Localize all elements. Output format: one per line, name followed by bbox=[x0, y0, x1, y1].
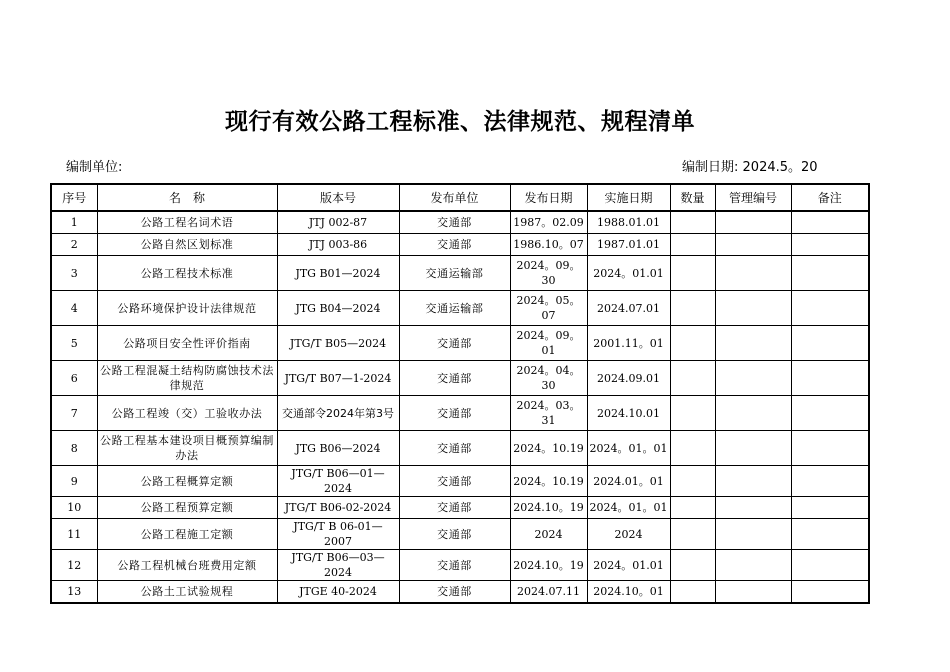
row-publisher: 交通部 bbox=[399, 326, 510, 361]
row-name: 公路工程竣（交）工验收办法 bbox=[97, 396, 277, 431]
row-version: JTG/T B07—1-2024 bbox=[277, 361, 399, 396]
row-remarks bbox=[791, 466, 869, 497]
row-name: 公路工程技术标准 bbox=[97, 256, 277, 291]
row-pub-date: 1986.10。07 bbox=[510, 234, 587, 256]
table-row bbox=[51, 550, 869, 581]
row-publisher: 交通部 bbox=[399, 466, 510, 497]
row-impl-date: 2001.11。01 bbox=[587, 326, 670, 361]
row-impl-date: 2024.10.01 bbox=[587, 396, 670, 431]
row-version: JTGE 40-2024 bbox=[277, 581, 399, 604]
standards-table bbox=[50, 183, 870, 604]
row-pub-date: 2024。03。31 bbox=[510, 396, 587, 431]
row-no: 9 bbox=[51, 466, 97, 497]
table-row bbox=[51, 431, 869, 466]
row-impl-date: 2024。01。01 bbox=[587, 497, 670, 519]
row-no: 10 bbox=[51, 497, 97, 519]
row-pub-date: 2024.07.11 bbox=[510, 581, 587, 604]
row-version: JTG/T B06-02-2024 bbox=[277, 497, 399, 519]
row-quantity bbox=[670, 234, 715, 256]
row-mgmt-no bbox=[715, 550, 791, 581]
row-version: JTG B06—2024 bbox=[277, 431, 399, 466]
row-mgmt-no bbox=[715, 291, 791, 326]
row-impl-date: 2024。01.01 bbox=[587, 256, 670, 291]
row-publisher: 交通运输部 bbox=[399, 291, 510, 326]
row-impl-date: 2024。01。01 bbox=[587, 431, 670, 466]
row-pub-date: 2024。05。07 bbox=[510, 291, 587, 326]
row-version: JTG B01—2024 bbox=[277, 256, 399, 291]
row-quantity bbox=[670, 431, 715, 466]
compiler-label: 编制单位: bbox=[66, 160, 123, 175]
date-value: 2024.5。20 bbox=[742, 160, 818, 175]
row-quantity bbox=[670, 396, 715, 431]
row-version: JTG B04—2024 bbox=[277, 291, 399, 326]
row-mgmt-no bbox=[715, 234, 791, 256]
row-no: 12 bbox=[51, 550, 97, 581]
row-remarks bbox=[791, 581, 869, 604]
table-row bbox=[51, 234, 869, 256]
row-publisher: 交通部 bbox=[399, 497, 510, 519]
date-label: 编制日期: bbox=[682, 160, 739, 175]
table-row bbox=[51, 326, 869, 361]
row-remarks bbox=[791, 361, 869, 396]
table-row bbox=[51, 396, 869, 431]
row-remarks bbox=[791, 234, 869, 256]
row-quantity bbox=[670, 361, 715, 396]
row-version: JTG/T B05—2024 bbox=[277, 326, 399, 361]
header-remarks: 备注 bbox=[791, 184, 869, 211]
table-row bbox=[51, 211, 869, 234]
row-pub-date: 2024.10。19 bbox=[510, 550, 587, 581]
row-version: JTJ 002-87 bbox=[277, 211, 399, 234]
row-version: JTJ 003-86 bbox=[277, 234, 399, 256]
table-row bbox=[51, 497, 869, 519]
row-mgmt-no bbox=[715, 211, 791, 234]
row-no: 2 bbox=[51, 234, 97, 256]
table-row bbox=[51, 361, 869, 396]
row-mgmt-no bbox=[715, 326, 791, 361]
row-quantity bbox=[670, 291, 715, 326]
row-quantity bbox=[670, 550, 715, 581]
header-pub-date: 发布日期 bbox=[510, 184, 587, 211]
row-quantity bbox=[670, 256, 715, 291]
row-publisher: 交通部 bbox=[399, 211, 510, 234]
row-version: JTG/T B06—03—2024 bbox=[277, 550, 399, 581]
row-version: JTG/T B 06-01—2007 bbox=[277, 519, 399, 550]
row-quantity bbox=[670, 466, 715, 497]
row-quantity bbox=[670, 519, 715, 550]
row-remarks bbox=[791, 211, 869, 234]
header-quantity: 数量 bbox=[670, 184, 715, 211]
row-impl-date: 1988.01.01 bbox=[587, 211, 670, 234]
row-no: 5 bbox=[51, 326, 97, 361]
row-no: 3 bbox=[51, 256, 97, 291]
row-remarks bbox=[791, 519, 869, 550]
row-name: 公路土工试验规程 bbox=[97, 581, 277, 604]
row-no: 11 bbox=[51, 519, 97, 550]
row-remarks bbox=[791, 256, 869, 291]
row-pub-date: 2024 bbox=[510, 519, 587, 550]
row-quantity bbox=[670, 211, 715, 234]
header-impl-date: 实施日期 bbox=[587, 184, 670, 211]
header-name: 名 称 bbox=[97, 184, 277, 211]
row-pub-date: 2024。10.19 bbox=[510, 431, 587, 466]
row-impl-date: 2024.07.01 bbox=[587, 291, 670, 326]
row-no: 6 bbox=[51, 361, 97, 396]
row-name: 公路工程机械台班费用定额 bbox=[97, 550, 277, 581]
row-quantity bbox=[670, 326, 715, 361]
row-name: 公路工程基本建设项目概预算编制办法 bbox=[97, 431, 277, 466]
row-impl-date: 2024 bbox=[587, 519, 670, 550]
row-pub-date: 2024.10。19 bbox=[510, 497, 587, 519]
row-no: 13 bbox=[51, 581, 97, 604]
row-no: 1 bbox=[51, 211, 97, 234]
row-version: JTG/T B06—01—2024 bbox=[277, 466, 399, 497]
row-impl-date: 2024.09.01 bbox=[587, 361, 670, 396]
row-publisher: 交通部 bbox=[399, 431, 510, 466]
document-title: 现行有效公路工程标准、法律规范、规程清单 bbox=[225, 108, 695, 135]
table-row bbox=[51, 466, 869, 497]
row-remarks bbox=[791, 326, 869, 361]
row-publisher: 交通部 bbox=[399, 234, 510, 256]
row-mgmt-no bbox=[715, 466, 791, 497]
row-mgmt-no bbox=[715, 256, 791, 291]
row-impl-date: 2024。01.01 bbox=[587, 550, 670, 581]
table-row bbox=[51, 256, 869, 291]
row-publisher: 交通运输部 bbox=[399, 256, 510, 291]
row-version: 交通部令2024年第3号 bbox=[277, 396, 399, 431]
row-pub-date: 2024。09。01 bbox=[510, 326, 587, 361]
row-remarks bbox=[791, 431, 869, 466]
header-row bbox=[51, 184, 869, 211]
row-name: 公路工程混凝土结构防腐蚀技术法律规范 bbox=[97, 361, 277, 396]
row-no: 7 bbox=[51, 396, 97, 431]
row-mgmt-no bbox=[715, 396, 791, 431]
row-mgmt-no bbox=[715, 431, 791, 466]
row-name: 公路自然区划标准 bbox=[97, 234, 277, 256]
row-impl-date: 1987.01.01 bbox=[587, 234, 670, 256]
row-publisher: 交通部 bbox=[399, 550, 510, 581]
row-remarks bbox=[791, 396, 869, 431]
row-name: 公路工程名词术语 bbox=[97, 211, 277, 234]
header-no: 序号 bbox=[51, 184, 97, 211]
row-pub-date: 2024。09。30 bbox=[510, 256, 587, 291]
row-quantity bbox=[670, 497, 715, 519]
table-row bbox=[51, 291, 869, 326]
header-mgmt-no: 管理编号 bbox=[715, 184, 791, 211]
row-name: 公路环境保护设计法律规范 bbox=[97, 291, 277, 326]
header-publisher: 发布单位 bbox=[399, 184, 510, 211]
row-pub-date: 2024。10.19 bbox=[510, 466, 587, 497]
row-name: 公路工程预算定额 bbox=[97, 497, 277, 519]
row-publisher: 交通部 bbox=[399, 361, 510, 396]
row-quantity bbox=[670, 581, 715, 604]
row-pub-date: 2024。04。30 bbox=[510, 361, 587, 396]
row-mgmt-no bbox=[715, 519, 791, 550]
row-no: 4 bbox=[51, 291, 97, 326]
row-remarks bbox=[791, 550, 869, 581]
row-publisher: 交通部 bbox=[399, 519, 510, 550]
row-publisher: 交通部 bbox=[399, 581, 510, 604]
row-impl-date: 2024.10。01 bbox=[587, 581, 670, 604]
row-no: 8 bbox=[51, 431, 97, 466]
table-row bbox=[51, 581, 869, 604]
row-mgmt-no bbox=[715, 361, 791, 396]
row-impl-date: 2024.01。01 bbox=[587, 466, 670, 497]
row-name: 公路工程施工定额 bbox=[97, 519, 277, 550]
row-remarks bbox=[791, 497, 869, 519]
row-remarks bbox=[791, 291, 869, 326]
row-mgmt-no bbox=[715, 581, 791, 604]
header-version: 版本号 bbox=[277, 184, 399, 211]
row-publisher: 交通部 bbox=[399, 396, 510, 431]
row-pub-date: 1987。02.09 bbox=[510, 211, 587, 234]
row-name: 公路工程概算定额 bbox=[97, 466, 277, 497]
row-name: 公路项目安全性评价指南 bbox=[97, 326, 277, 361]
date-line bbox=[682, 156, 818, 175]
table-row bbox=[51, 519, 869, 550]
row-mgmt-no bbox=[715, 497, 791, 519]
